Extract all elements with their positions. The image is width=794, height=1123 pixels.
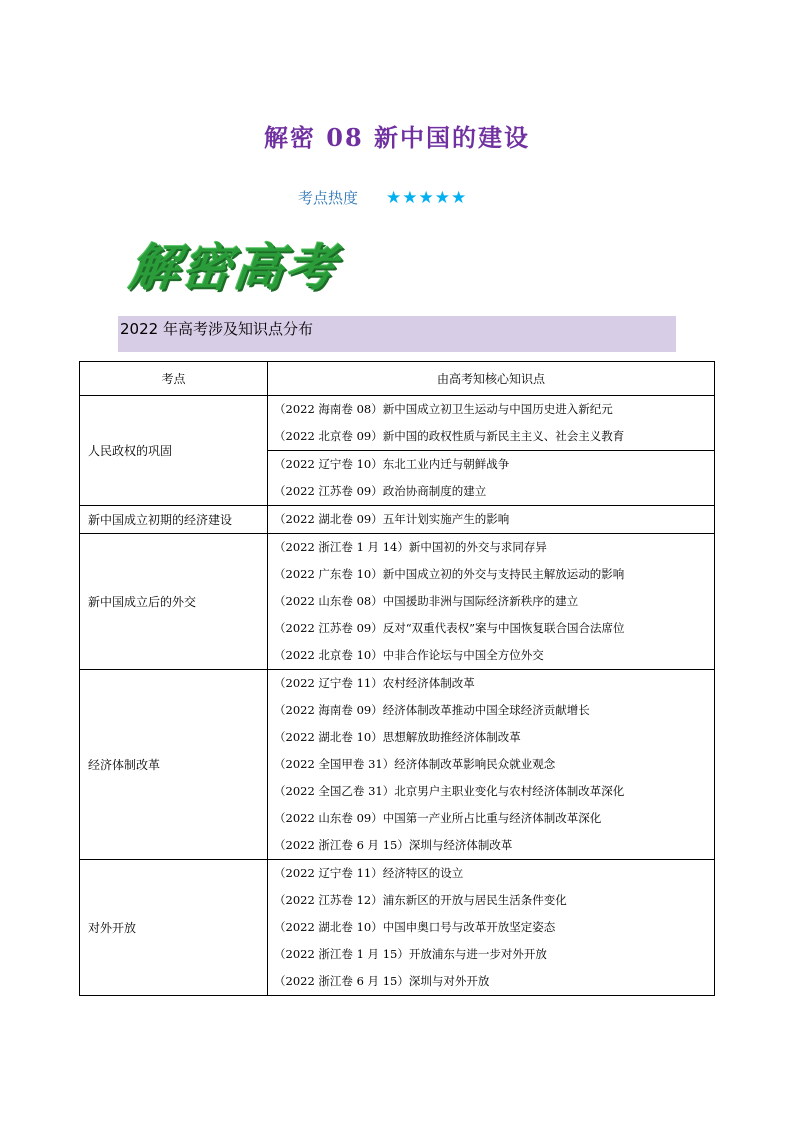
knowledge-points-cell — [268, 506, 715, 534]
knowledge-point: （2022 辽宁卷 11）农村经济体制改革 — [274, 676, 475, 690]
knowledge-point: （2022 全国乙卷 31）北京男户主职业变化与农村经济体制改革深化 — [274, 784, 625, 798]
knowledge-points-cell — [268, 534, 715, 670]
knowledge-points-cell — [268, 670, 715, 860]
knowledge-point: （2022 江苏卷 09）反对“双重代表权”案与中国恢复联合国合法席位 — [274, 621, 625, 635]
table-row — [80, 670, 715, 860]
knowledge-point: （2022 江苏卷 12）浦东新区的开放与居民生活条件变化 — [274, 893, 567, 907]
knowledge-points-cell — [268, 860, 715, 996]
knowledge-point: （2022 浙江卷 1 月 14）新中国初的外交与求同存异 — [274, 540, 547, 554]
knowledge-point: （2022 海南卷 09）经济体制改革推动中国全球经济贡献增长 — [274, 703, 590, 717]
knowledge-point: （2022 江苏卷 09）政治协商制度的建立 — [274, 484, 487, 498]
topic-cell: 经济体制改革 — [80, 670, 268, 860]
knowledge-point: （2022 湖北卷 10）思想解放助推经济体制改革 — [274, 730, 521, 744]
table-body — [80, 396, 715, 996]
table-row — [80, 396, 715, 506]
knowledge-point: （2022 浙江卷 6 月 15）深圳与对外开放 — [274, 974, 490, 988]
header-topic: 考点 — [80, 362, 268, 396]
topic-cell: 新中国成立后的外交 — [80, 534, 268, 670]
banner-logo: 解密高考 — [126, 239, 341, 297]
knowledge-points-cell — [268, 396, 715, 506]
knowledge-point: （2022 北京卷 09）新中国的政权性质与新民主主义、社会主义教育 — [274, 429, 625, 443]
knowledge-point: （2022 海南卷 08）新中国成立初卫生运动与中国历史进入新纪元 — [274, 402, 613, 416]
knowledge-point: （2022 北京卷 10）中非合作论坛与中国全方位外交 — [274, 648, 544, 662]
topic-cell: 新中国成立初期的经济建设 — [80, 506, 268, 534]
knowledge-point: （2022 广东卷 10）新中国成立初的外交与支持民主解放运动的影响 — [274, 567, 625, 581]
knowledge-point: （2022 辽宁卷 10）东北工业内迁与朝鲜战争 — [268, 450, 714, 478]
hotness-label: 考点热度 — [298, 189, 359, 207]
document-title: 解密 08 新中国的建设 — [263, 123, 531, 152]
header-knowledge: 由高考知核心知识点 — [268, 362, 715, 396]
knowledge-point: （2022 全国甲卷 31）经济体制改革影响民众就业观念 — [274, 757, 556, 771]
table-row — [80, 506, 715, 534]
knowledge-point: （2022 山东卷 09）中国第一产业所占比重与经济体制改革深化 — [274, 811, 602, 825]
knowledge-point: （2022 山东卷 08）中国援助非洲与国际经济新秩序的建立 — [274, 594, 579, 608]
table-row — [80, 534, 715, 670]
hotness-rating — [298, 187, 467, 208]
knowledge-table — [79, 361, 715, 996]
knowledge-point: （2022 湖北卷 10）中国申奥口号与改革开放坚定姿态 — [274, 920, 556, 934]
topic-cell: 人民政权的巩固 — [80, 396, 268, 506]
table-row — [80, 860, 715, 996]
knowledge-point: （2022 浙江卷 1 月 15）开放浦东与进一步对外开放 — [274, 947, 547, 961]
knowledge-point: （2022 湖北卷 09）五年计划实施产生的影响 — [274, 512, 510, 526]
section-heading: 2022 年高考涉及知识点分布 — [118, 316, 676, 352]
knowledge-point: （2022 浙江卷 6 月 15）深圳与经济体制改革 — [274, 838, 513, 852]
star-rating-icon: ★★★★★ — [386, 188, 468, 208]
table-header-row — [80, 362, 715, 396]
topic-cell: 对外开放 — [80, 860, 268, 996]
knowledge-point: （2022 辽宁卷 11）经济特区的设立 — [274, 866, 464, 880]
